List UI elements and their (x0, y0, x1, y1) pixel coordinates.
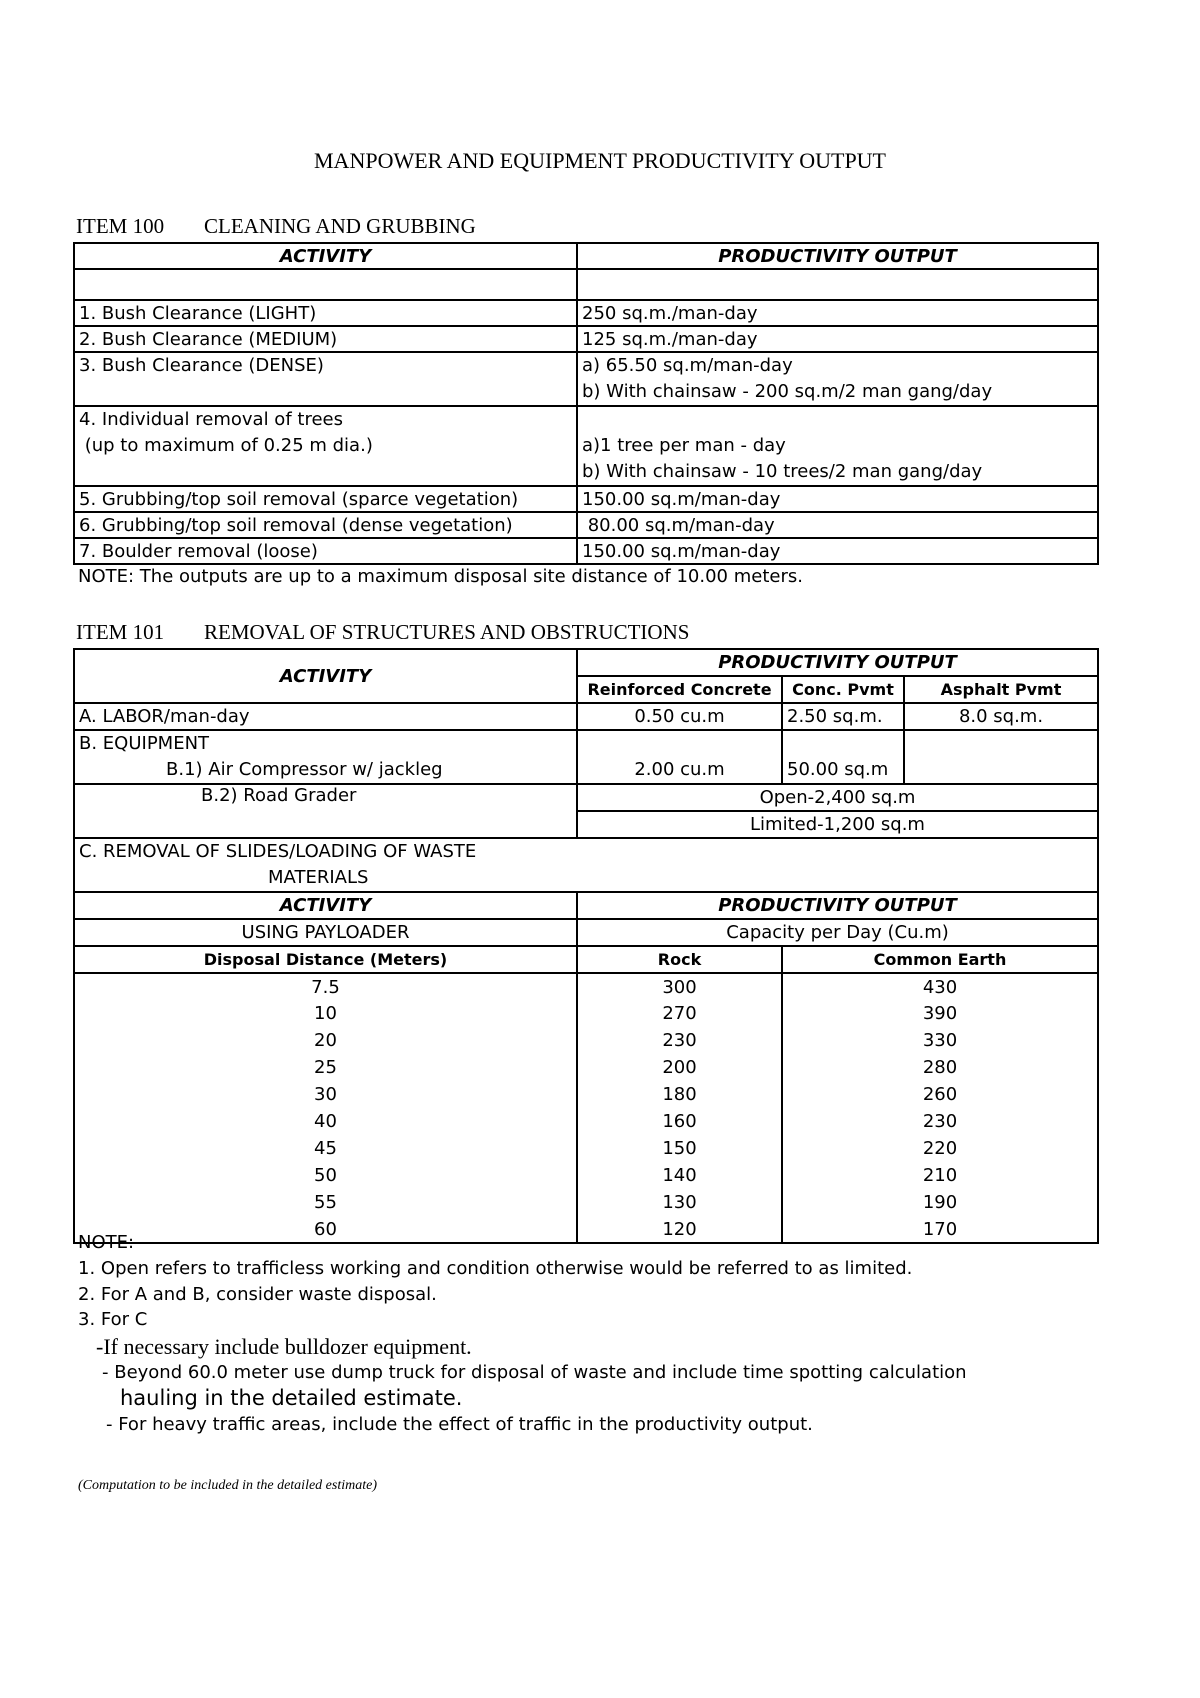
output-cell: 80.00 sq.m/man-day (577, 512, 1098, 538)
distance-cell: 40 (74, 1108, 577, 1135)
labor-label: A. LABOR/man-day (74, 703, 577, 730)
rock-cell: 180 (577, 1081, 782, 1108)
item-101-number: ITEM 101 (76, 620, 165, 644)
earth-cell: 430 (782, 973, 1098, 1000)
table-row (74, 326, 1098, 352)
activity-header: ACTIVITY (74, 649, 577, 703)
earth-cell: 260 (782, 1081, 1098, 1108)
slides-activity-header: ACTIVITY (74, 892, 577, 919)
grader-open: Open-2,400 sq.m (577, 784, 1098, 811)
labor-asphalt: 8.0 sq.m. (904, 703, 1098, 730)
output-line: a) 65.50 sq.m/man-day (582, 355, 793, 376)
output-header: PRODUCTIVITY OUTPUT (577, 243, 1098, 269)
earth-cell: 390 (782, 1000, 1098, 1027)
note-3-bullet-1: -If necessary include bulldozer equipment. (96, 1334, 472, 1359)
distance-header: Disposal Distance (Meters) (74, 946, 577, 973)
note-3-bullet-3: - For heavy traffic areas, include the effect of traffic in the productivity output. (106, 1414, 813, 1435)
activity-cell: 2. Bush Clearance (MEDIUM) (74, 326, 577, 352)
rock-cell: 120 (577, 1216, 782, 1243)
distance-cell: 7.5 (74, 973, 577, 1000)
rock-cell: 270 (577, 1000, 782, 1027)
distance-cell: 30 (74, 1081, 577, 1108)
output-cell: 150.00 sq.m/man-day (577, 486, 1098, 512)
table-row (74, 1027, 1098, 1054)
activity-cell (74, 406, 577, 486)
table-row (74, 512, 1098, 538)
compressor-conc: 50.00 sq.m (787, 759, 889, 780)
table-row (74, 406, 1098, 486)
table-row (74, 1081, 1098, 1108)
note-3-bullet-2-cont: hauling in the detailed estimate. (120, 1386, 463, 1410)
rock-cell: 300 (577, 973, 782, 1000)
activity-cell: 6. Grubbing/top soil removal (dense vegetation) (74, 512, 577, 538)
reinforced-concrete-header: Reinforced Concrete (577, 676, 782, 703)
table-header-row (74, 649, 1098, 676)
note-3: 3. For C (78, 1309, 148, 1330)
equipment-label: B. EQUIPMENT (79, 733, 210, 754)
slides-label-cont: MATERIALS (268, 867, 369, 888)
item-100-name: CLEANING AND GRUBBING (204, 214, 476, 238)
output-line: b) With chainsaw - 10 trees/2 man gang/day (582, 461, 983, 482)
earth-cell: 190 (782, 1189, 1098, 1216)
rock-cell: 200 (577, 1054, 782, 1081)
earth-cell: 230 (782, 1108, 1098, 1135)
activity-cell: 3. Bush Clearance (DENSE) (74, 352, 577, 406)
table-row (74, 1162, 1098, 1189)
earth-cell: 220 (782, 1135, 1098, 1162)
rock-cell: 150 (577, 1135, 782, 1162)
rock-header: Rock (577, 946, 782, 973)
slides-label-cell (74, 838, 1098, 892)
common-earth-header: Common Earth (782, 946, 1098, 973)
distance-cell: 25 (74, 1054, 577, 1081)
compressor-label: B.1) Air Compressor w/ jackleg (166, 759, 443, 780)
item-100-heading (76, 214, 476, 239)
table-row (74, 538, 1098, 564)
rock-cell: 230 (577, 1027, 782, 1054)
output-cell (577, 406, 1098, 486)
note-3-bullet-2: - Beyond 60.0 meter use dump truck for disposal of waste and include time spotting calculation (102, 1362, 967, 1383)
slides-output-header: PRODUCTIVITY OUTPUT (577, 892, 1098, 919)
earth-cell: 170 (782, 1216, 1098, 1243)
output-line: b) With chainsaw - 200 sq.m/2 man gang/day (582, 381, 993, 402)
activity-cell: 1. Bush Clearance (LIGHT) (74, 300, 577, 326)
compressor-reinforced: 2.00 cu.m (634, 759, 725, 780)
grader-row (74, 811, 1098, 838)
labor-conc: 2.50 sq.m. (782, 703, 904, 730)
distance-cell: 50 (74, 1162, 577, 1189)
table-header-row (74, 919, 1098, 946)
table-row (74, 1189, 1098, 1216)
activity-cell: 5. Grubbing/top soil removal (sparce vegetation) (74, 486, 577, 512)
item-101-heading (76, 620, 689, 645)
output-line: a)1 tree per man - day (582, 435, 786, 456)
note-2: 2. For A and B, consider waste disposal. (78, 1284, 437, 1305)
distance-cell: 55 (74, 1189, 577, 1216)
rock-cell: 140 (577, 1162, 782, 1189)
table-row (74, 486, 1098, 512)
distance-cell: 45 (74, 1135, 577, 1162)
asphalt-pvmt-header: Asphalt Pvmt (904, 676, 1098, 703)
computation-note: (Computation to be included in the detailed estimate) (78, 1478, 377, 1493)
table-header-row (74, 243, 1098, 269)
equipment-cell (74, 730, 577, 784)
table-subheader-row (74, 946, 1098, 973)
table-row (74, 1000, 1098, 1027)
activity-line: 4. Individual removal of trees (79, 409, 343, 430)
labor-reinforced: 0.50 cu.m (577, 703, 782, 730)
distance-cell: 10 (74, 1000, 577, 1027)
distance-cell: 60 (74, 1216, 577, 1243)
compressor-conc-cell (782, 730, 904, 784)
grader-label: B.2) Road Grader (74, 784, 577, 811)
output-cell: 250 sq.m./man-day (577, 300, 1098, 326)
rock-cell: 130 (577, 1189, 782, 1216)
conc-pvmt-header: Conc. Pvmt (782, 676, 904, 703)
table-row (74, 1054, 1098, 1081)
grader-row (74, 784, 1098, 811)
output-cell: 125 sq.m./man-day (577, 326, 1098, 352)
activity-line: (up to maximum of 0.25 m dia.) (79, 435, 373, 456)
item-100-number: ITEM 100 (76, 214, 165, 238)
table-row (74, 1135, 1098, 1162)
slides-row (74, 838, 1098, 892)
output-header: PRODUCTIVITY OUTPUT (577, 649, 1098, 676)
note-1: 1. Open refers to trafficless working and condition otherwise would be referred to as limited. (78, 1258, 913, 1279)
earth-cell: 280 (782, 1054, 1098, 1081)
using-payloader: USING PAYLOADER (74, 919, 577, 946)
compressor-reinforced-cell (577, 730, 782, 784)
document-title: MANPOWER AND EQUIPMENT PRODUCTIVITY OUTPUT (314, 148, 886, 173)
activity-header: ACTIVITY (74, 243, 577, 269)
table-row (74, 973, 1098, 1000)
table-row (74, 300, 1098, 326)
distance-cell: 20 (74, 1027, 577, 1054)
equipment-row (74, 730, 1098, 784)
earth-cell: 330 (782, 1027, 1098, 1054)
blank-row (74, 269, 1098, 300)
output-cell: 150.00 sq.m/man-day (577, 538, 1098, 564)
capacity-header: Capacity per Day (Cu.m) (577, 919, 1098, 946)
table-row (74, 1108, 1098, 1135)
activity-cell: 7. Boulder removal (loose) (74, 538, 577, 564)
rock-cell: 160 (577, 1108, 782, 1135)
item-101-table (73, 648, 1099, 1244)
table-row (74, 352, 1098, 406)
labor-row (74, 703, 1098, 730)
slides-label: C. REMOVAL OF SLIDES/LOADING OF WASTE (79, 841, 477, 862)
compressor-asphalt-cell (904, 730, 1098, 784)
item-100-table (73, 242, 1099, 565)
item-101-name: REMOVAL OF STRUCTURES AND OBSTRUCTIONS (204, 620, 690, 644)
grader-limited: Limited-1,200 sq.m (577, 811, 1098, 838)
notes-heading: NOTE: (78, 1232, 135, 1253)
earth-cell: 210 (782, 1162, 1098, 1189)
table-header-row (74, 892, 1098, 919)
output-cell (577, 352, 1098, 406)
item-100-note: NOTE: The outputs are up to a maximum disposal site distance of 10.00 meters. (78, 566, 803, 587)
table-row (74, 1216, 1098, 1243)
